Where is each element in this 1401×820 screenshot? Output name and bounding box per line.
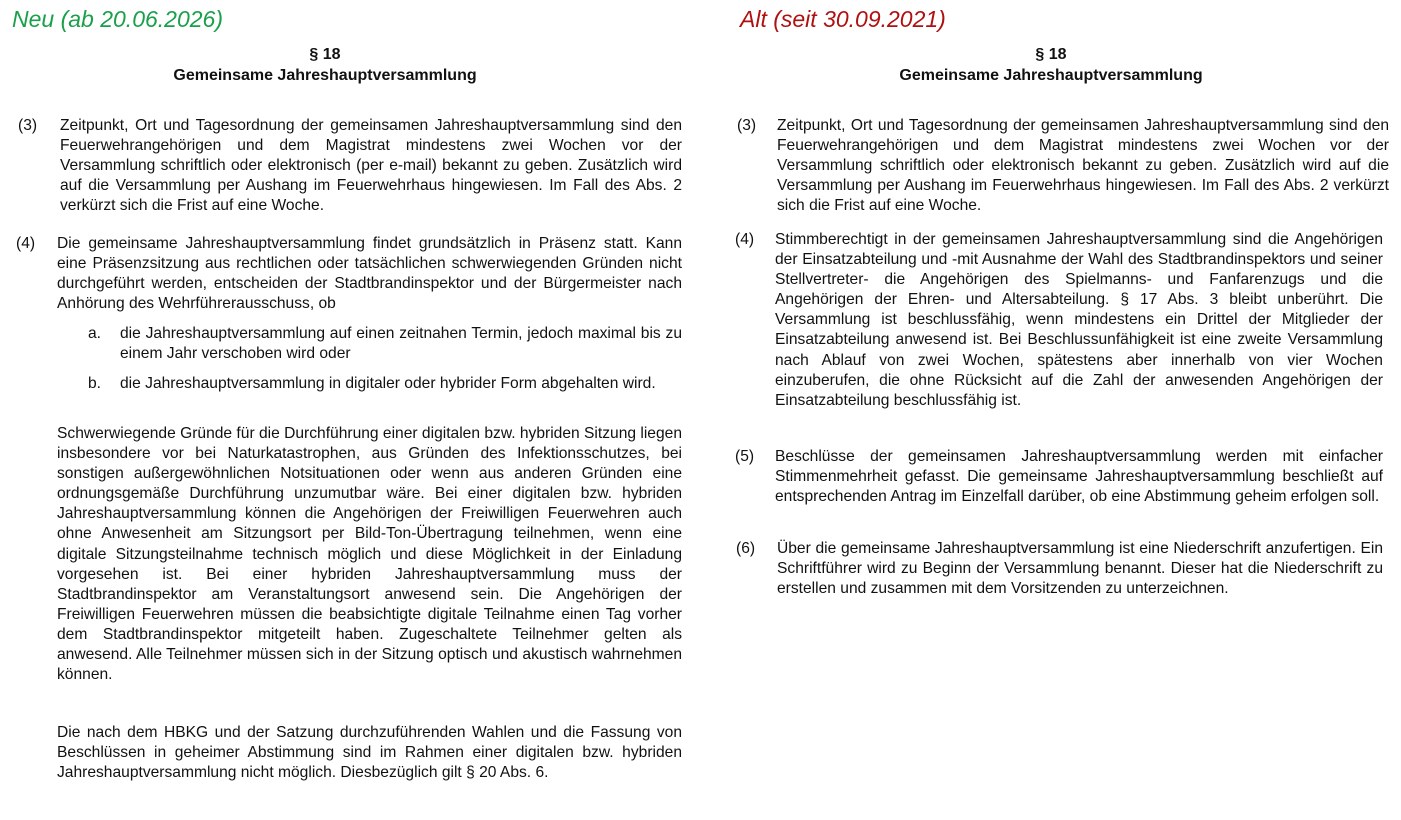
new-paragraph-4-continuation: Schwerwiegende Gründe für die Durchführung einer digitalen bzw. hybriden Sitzung liegen insbesondere vor bei Naturkatastrophen, aus Gründen des Infektionsschutzes, bei sonstigen außergewöhnlichen Notsituationen oder wenn aus anderen Gründen eine ordnungsgemäße Durchführung unzumutbar wäre. Bei einer digitalen bzw. hybriden Jahreshauptversammlung können die Angehörigen der Freiwilligen Feuerwehren auch ohne Anwesenheit am Sitzungsort per Bild-Ton-Übertragung teilnehmen, wenn eine digitale Sitzungsteilnahme technisch möglich und diese Möglichkeit in der Einladung vorgesehen ist. Bei einer hybriden Jahreshauptversammlung muss der Stadtbrandinspektor am Veranstaltungsort anwesend sein. Die Angehörigen der Freiwilligen Feuerwehren müssen die beabsichtigte digitale Teilnahme einen Tag vorher dem Stadtbrandinspektor mitgeteilt haben. Zugeschaltete Teilnehmer gelten als anwesend. Alle Teilnehmer müssen sich in der Sitzung optisch und akustisch wahrnehmen können.	[57, 425, 682, 684]
old-paragraph-6-text: Über die gemeinsame Jahreshauptversammlung ist eine Niederschrift anzufertigen. Ein Schriftführer wird zu Beginn der Versammlung benannt. Dieser hat die Niederschrift zu erstellen und zusammen mit dem Vorsitzenden zu unterzeichnen.	[777, 540, 1383, 598]
old-paragraph-6-number: (6)	[736, 540, 756, 557]
old-section-number: § 18	[1035, 46, 1067, 63]
old-paragraph-4-text: Stimmberechtigt in der gemeinsamen Jahreshauptversammlung sind die Angehörigen der Einsatzabteilung und -mit Ausnahme der Wahl des Stadtbrandinspektors und seiner Stellvertreter- die Angehörigen des Spielmanns- und Fanfarenzugs und die Angehörigen der Ehren- und Altersabteilung. § 17 Abs. 3 bleibt unberührt. Die Versammlung ist beschlussfähig, wenn mindestens ein Drittel der Mitglieder der Einsatzabteilung anwesend ist. Bei Beschlussunfähigkeit ist eine zweite Versammlung nach Ablauf von zwei Wochen, spätestens aber innerhalb von vier Wochen einzuberufen, die ohne Rücksicht auf die Zahl der anwesenden Angehörigen der Einsatzabteilung beschlussfähig ist.	[775, 231, 1383, 409]
old-paragraph-3-text: Zeitpunkt, Ort und Tagesordnung der gemeinsamen Jahreshauptversammlung sind den Feuerwehrangehörigen und dem Magistrat mindestens zwei Wochen vor der Versammlung schriftlich oder elektronisch bekannt zu geben. Zusätzlich wird auf die Versammlung per Aushang im Feuerwehrhaus hingewiesen. Im Fall des Abs. 2 verkürzt sich die Frist auf eine Woche.	[777, 117, 1389, 215]
new-paragraph-4-final: Die nach dem HBKG und der Satzung durchzuführenden Wahlen und die Fassung von Beschlüssen in geheimer Abstimmung sind im Rahmen einer digitalen bzw. hybriden Jahreshauptversammlung nicht möglich. Diesbezüglich gilt § 20 Abs. 6.	[57, 724, 682, 782]
new-paragraph-4-text: Die gemeinsame Jahreshauptversammlung findet grundsätzlich in Präsenz statt. Kann eine Präsenzsitzung aus rechtlichen oder tatsächlichen schwerwiegenden Gründen nicht durchgeführt werden, entscheiden der Stadtbrandinspektor und der Bürgermeister nach Anhörung des Wehrführerausschuss, ob	[57, 235, 682, 313]
new-paragraph-3-text: Zeitpunkt, Ort und Tagesordnung der gemeinsamen Jahreshauptversammlung sind den Feuerwehrangehörigen und dem Magistrat mindestens zwei Wochen vor der Versammlung schriftlich oder elektronisch (per e-mail) bekannt zu geben. Zusätzlich wird auf die Versammlung per Aushang im Feuerwehrhaus hingewiesen. Im Fall des Abs. 2 verkürzt sich die Frist auf eine Woche.	[60, 117, 682, 215]
new-list-item-b-letter: b.	[88, 375, 102, 392]
old-paragraph-4-number: (4)	[735, 231, 755, 248]
new-list-item-a-letter: a.	[88, 325, 102, 342]
new-section-title: Gemeinsame Jahreshauptversammlung	[173, 67, 477, 84]
old-paragraph-3-number: (3)	[737, 117, 757, 134]
new-paragraph-4-number: (4)	[16, 235, 36, 252]
new-paragraph-3-number: (3)	[18, 117, 38, 134]
new-list-item-a-text: die Jahreshauptversammlung auf einen zeitnahen Termin, jedoch maximal bis zu einem Jahr verschoben wird oder	[120, 325, 682, 363]
old-section-heading	[720, 44, 1382, 86]
new-section-number: § 18	[309, 46, 341, 63]
old-paragraph-5-text: Beschlüsse der gemeinsamen Jahreshauptversammlung werden mit einfacher Stimmenmehrheit gefasst. Die gemeinsame Jahreshauptversammlung beschließt auf entsprechenden Antrag im Einzelfall darüber, ob eine Abstimmung geheim erfolgen soll.	[775, 448, 1383, 506]
old-version-header: Alt (seit 30.09.2021)	[740, 6, 946, 32]
old-section-title: Gemeinsame Jahreshauptversammlung	[899, 67, 1203, 84]
old-paragraph-5-number: (5)	[735, 448, 755, 465]
new-section-heading	[0, 44, 650, 86]
new-version-header: Neu (ab 20.06.2026)	[12, 6, 223, 32]
new-list-item-b-text: die Jahreshauptversammlung in digitaler oder hybrider Form abgehalten wird.	[120, 375, 656, 392]
